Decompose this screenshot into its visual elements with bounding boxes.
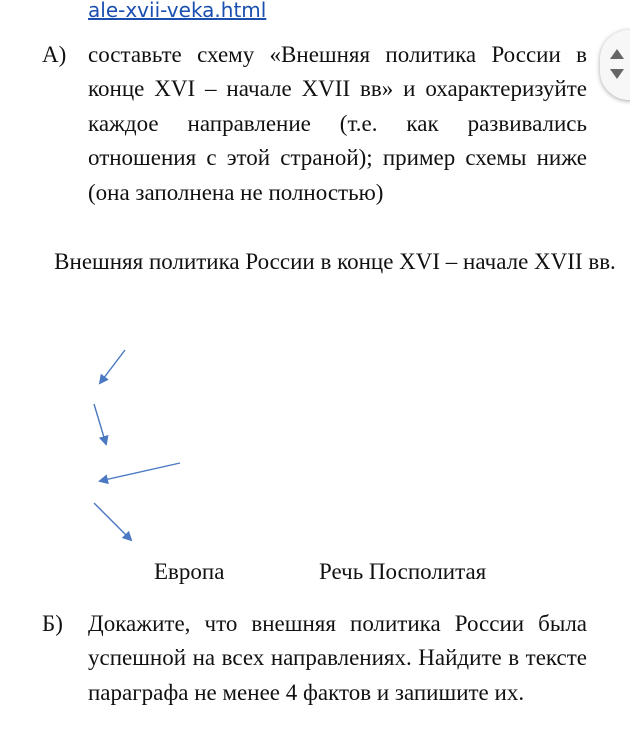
country-rech-pospolitaya: Речь Посполитая [319, 559, 487, 584]
arrow-1 [100, 350, 125, 383]
arrow-4 [94, 503, 131, 540]
task-b-marker: Б) [42, 611, 63, 636]
country-europe: Европа [154, 559, 225, 584]
task-b-text: Докажите, что внешняя политика России была успешной на всех направлениях. Найдите в тексте параграфа не менее 4 фактов и запишите их. [88, 611, 587, 705]
task-a-marker: А) [42, 42, 67, 67]
arrow-2 [94, 404, 106, 444]
task-a [42, 38, 587, 210]
scheme-arrows [0, 320, 630, 590]
arrow-3 [100, 463, 180, 481]
scheme-title: Внешняя политика России в конце XVI – начале XVII вв. [54, 249, 616, 274]
source-link[interactable]: ale-xvii-veka.html [88, 0, 267, 22]
task-b [42, 607, 587, 710]
scroll-control[interactable] [600, 30, 630, 100]
scroll-up-down-icon [608, 47, 626, 83]
task-a-text: составьте схему «Внешняя политика России в конце XVI – начале XVII вв» и охарактеризуйте каждое направление (т.е. как развивались отношения с этой страной); пример схемы ниже (она заполнена не полностью) [88, 42, 587, 205]
